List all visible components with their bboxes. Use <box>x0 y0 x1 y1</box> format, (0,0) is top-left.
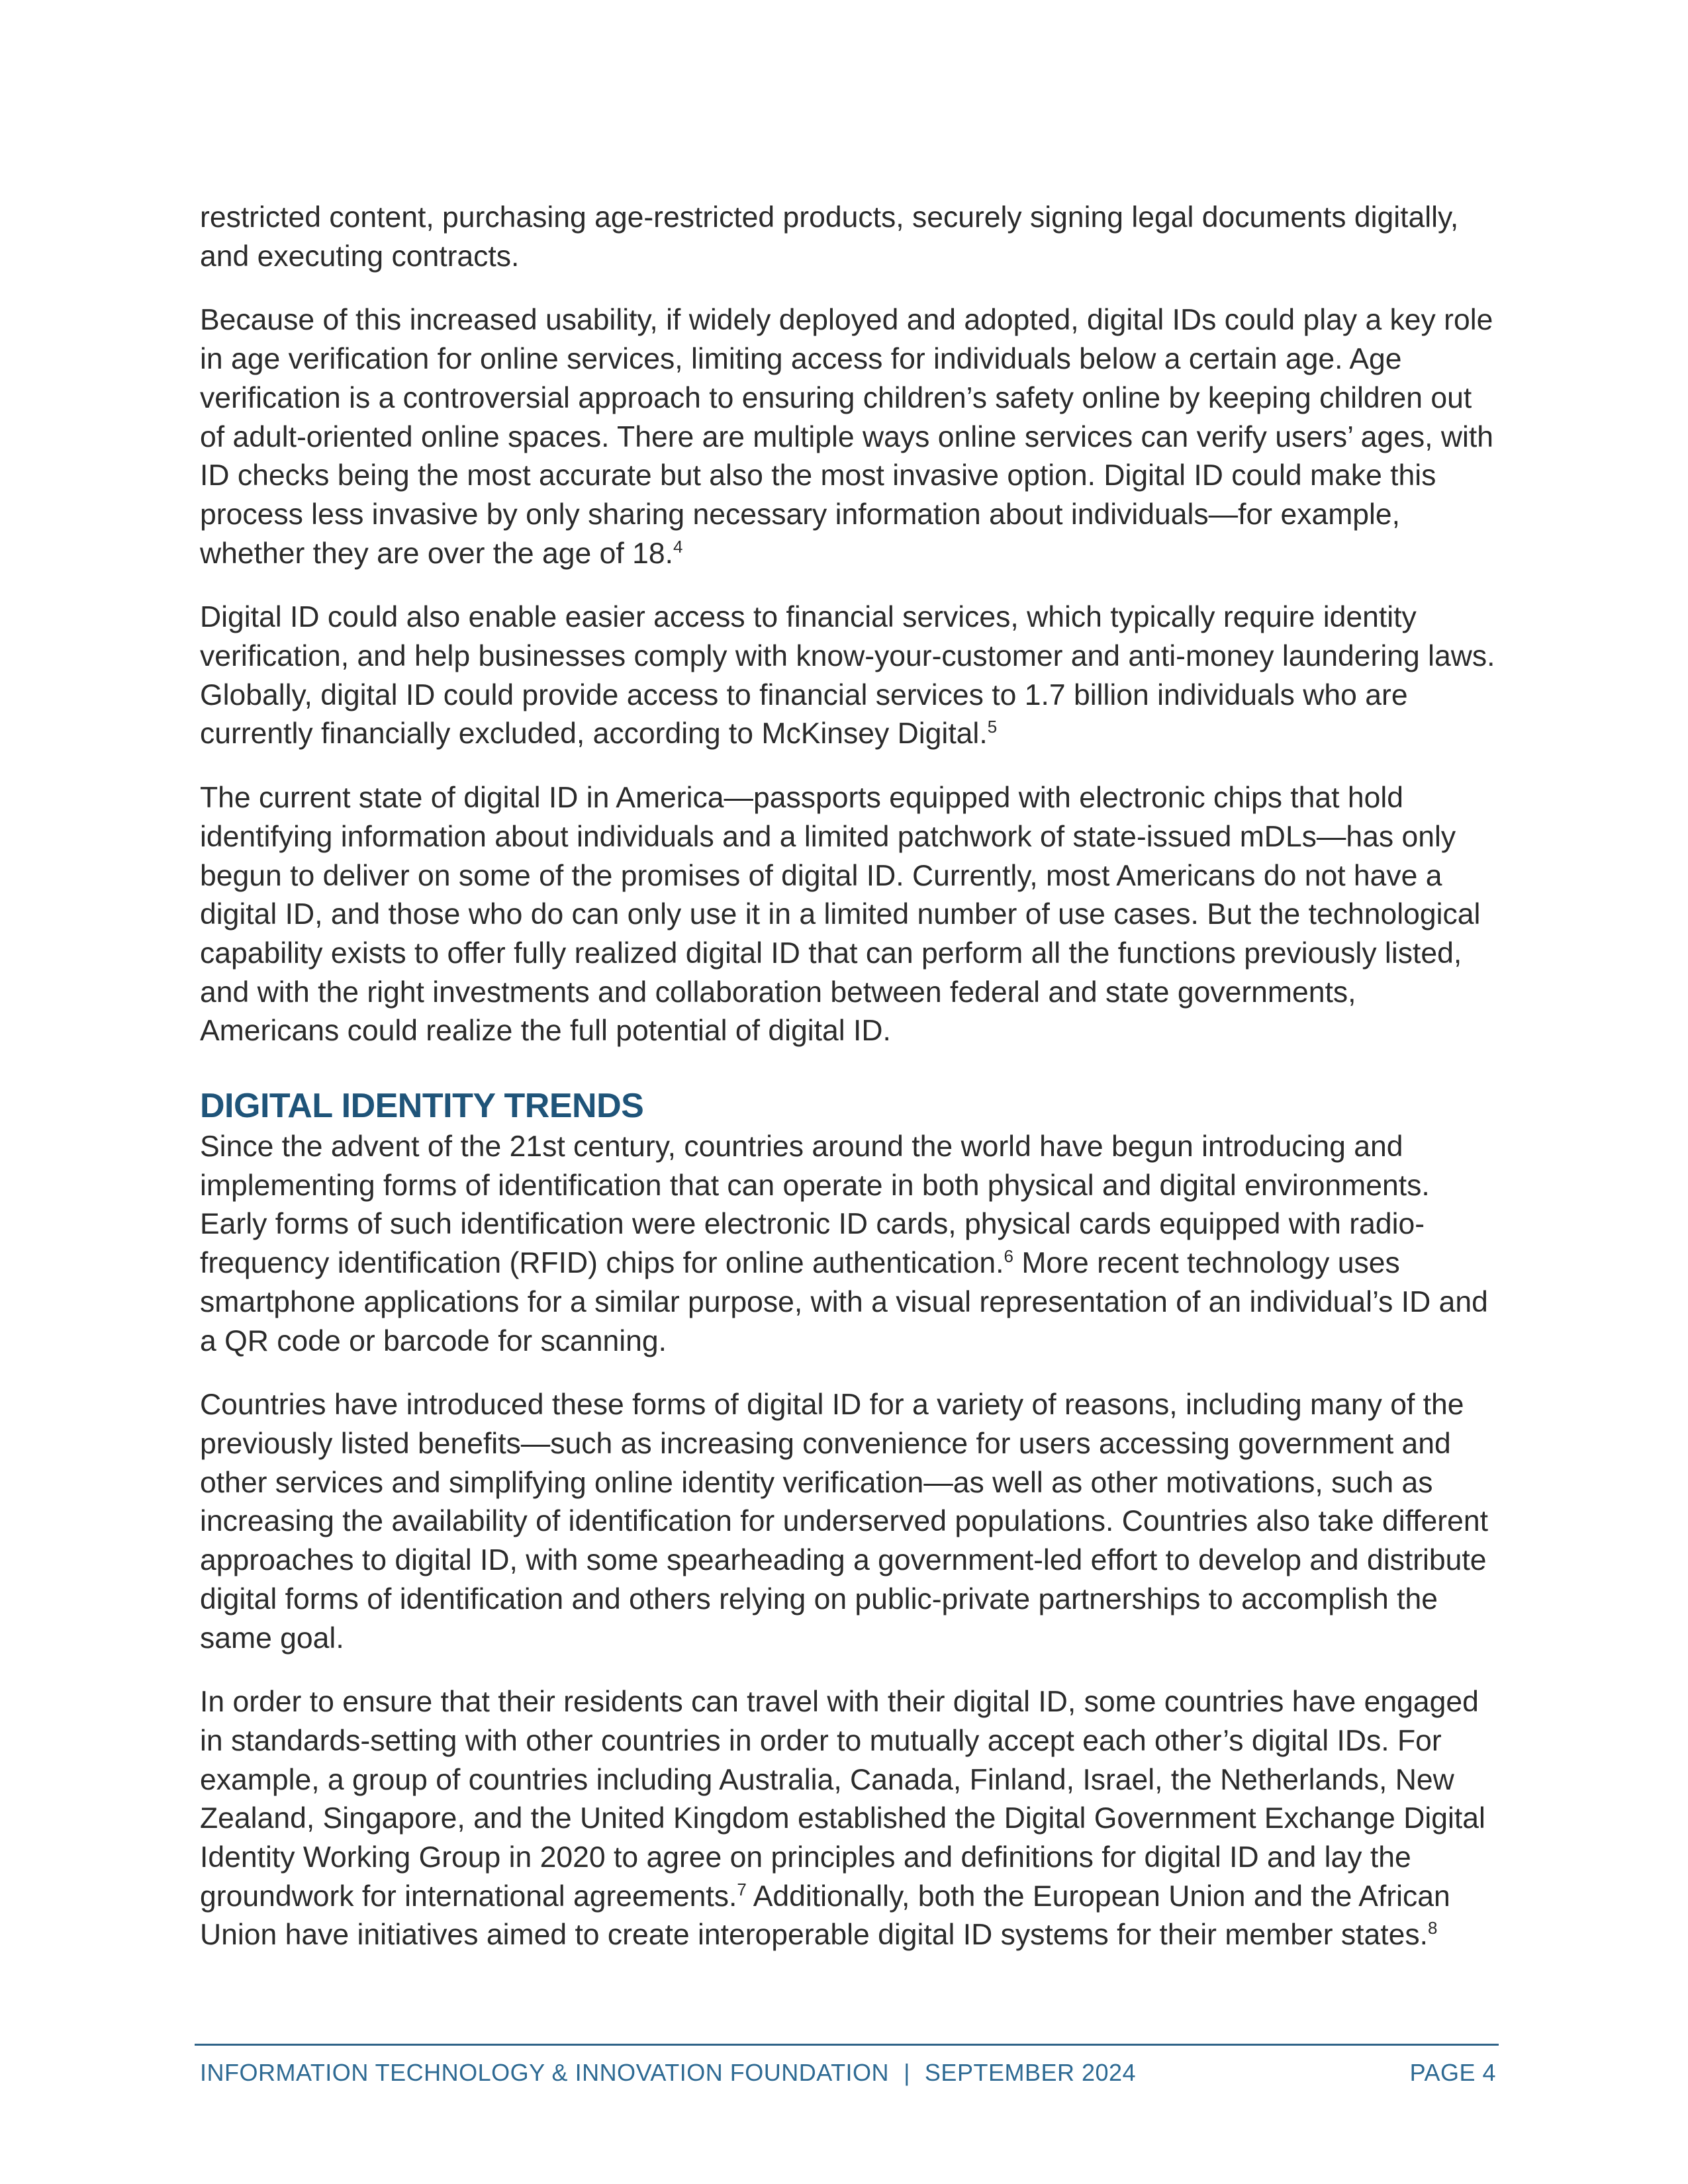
paragraph-2: Because of this increased usability, if widely deployed and adopted, digital IDs could play a key role in age verification for online services, limiting access for individuals below a certain age. Age verification is a controversial approach to ensuring children’s safety online by keeping children out of adult-oriented online spaces. There are multiple ways online services can verify users’ ages, with ID checks being the most accurate but also the most invasive option. Digital ID could make this process less invasive by only sharing necessary information about individuals—for example, whether they are over the age of 18.$^4$ <box>200 304 1494 570</box>
footer-date: SEPTEMBER 2024 <box>924 2059 1137 2086</box>
footer-divider <box>195 2044 1499 2046</box>
footer-page-number: PAGE 4 <box>1409 2059 1496 2086</box>
paragraph-1: restricted content, purchasing age-restricted products, securely signing legal documents digitally, and executing contracts. <box>200 201 1459 273</box>
paragraph-3: Digital ID could also enable easier access to financial services, which typically require identity verification, and help businesses comply with know-your-customer and anti-money laundering laws. Globally, digital ID could provide access to financial services to 1.7 billion individuals who are currently financially excluded, according to McKinsey Digital.$^5$ <box>200 601 1495 751</box>
footnote-ref-6[interactable]: 6 <box>1004 1246 1013 1267</box>
section-heading: DIGITAL IDENTITY TRENDS <box>200 1087 644 1126</box>
paragraph-4: The current state of digital ID in America—passports equipped with electronic chips that hold identifying information about individuals and a limited patchwork of state-issued mDLs—has only begun to deliver on some of the promises of digital ID. Currently, most Americans do not have a digital ID, and those who do can only use it in a limited number of use cases. But the technological capability exists to offer fully realized digital ID that can perform all the functions previously listed, and with the right investments and collaboration between federal and state governments, Americans could realize the full potential of digital ID. <box>200 782 1481 1048</box>
footer-separator: | <box>904 2059 910 2086</box>
footnote-ref-7[interactable]: 7 <box>737 1879 747 1899</box>
section-paragraph-2: Countries have introduced these forms of digital ID for a variety of reasons, including many of the previously listed benefits—such as increasing convenience for users accessing government and other services and simplifying online identity verification—as well as other motivations, such as increasing the availability of identification for underserved populations. Countries also take different approaches to digital ID, with some spearheading a government-led effort to develop and distribute digital forms of identification and others relying on public-private partnerships to accomplish the same goal. <box>200 1388 1488 1655</box>
section-paragraph-1: Since the advent of the 21st century, countries around the world have begun introducing and implementing forms of identification that can operate in both physical and digital environments. Early forms of such identification were electronic ID cards, physical cards equipped with radio-frequency identification (RFID) chips for online authentication.$^6$ More recent technology uses smartphone applications for a similar purpose, with a visual representation of an individual’s ID and a QR code or barcode for scanning. <box>200 1130 1488 1357</box>
page-footer <box>200 2058 1496 2087</box>
footnote-ref-8[interactable]: 8 <box>1428 1918 1438 1938</box>
page-content <box>200 199 1496 1971</box>
section-paragraph-3: In order to ensure that their residents can travel with their digital ID, some countries have engaged in standards-setting with other countries in order to mutually accept each other’s digital IDs. For example, a group of countries including Australia, Canada, Finland, Israel, the Netherlands, New Zealand, Singapore, and the United Kingdom established the Digital Government Exchange Digital Identity Working Group in 2020 to agree on principles and definitions for digital ID and lay the groundwork for international agreements.$^7$ Additionally, both the European Union and the African Union have initiatives aimed to create interoperable digital ID systems for their member states.$^8$ <box>200 1686 1485 1952</box>
footer-organization: INFORMATION TECHNOLOGY & INNOVATION FOUNDATION <box>200 2059 890 2086</box>
footnote-ref-5[interactable]: 5 <box>987 717 998 737</box>
footnote-ref-4[interactable]: 4 <box>673 536 683 557</box>
